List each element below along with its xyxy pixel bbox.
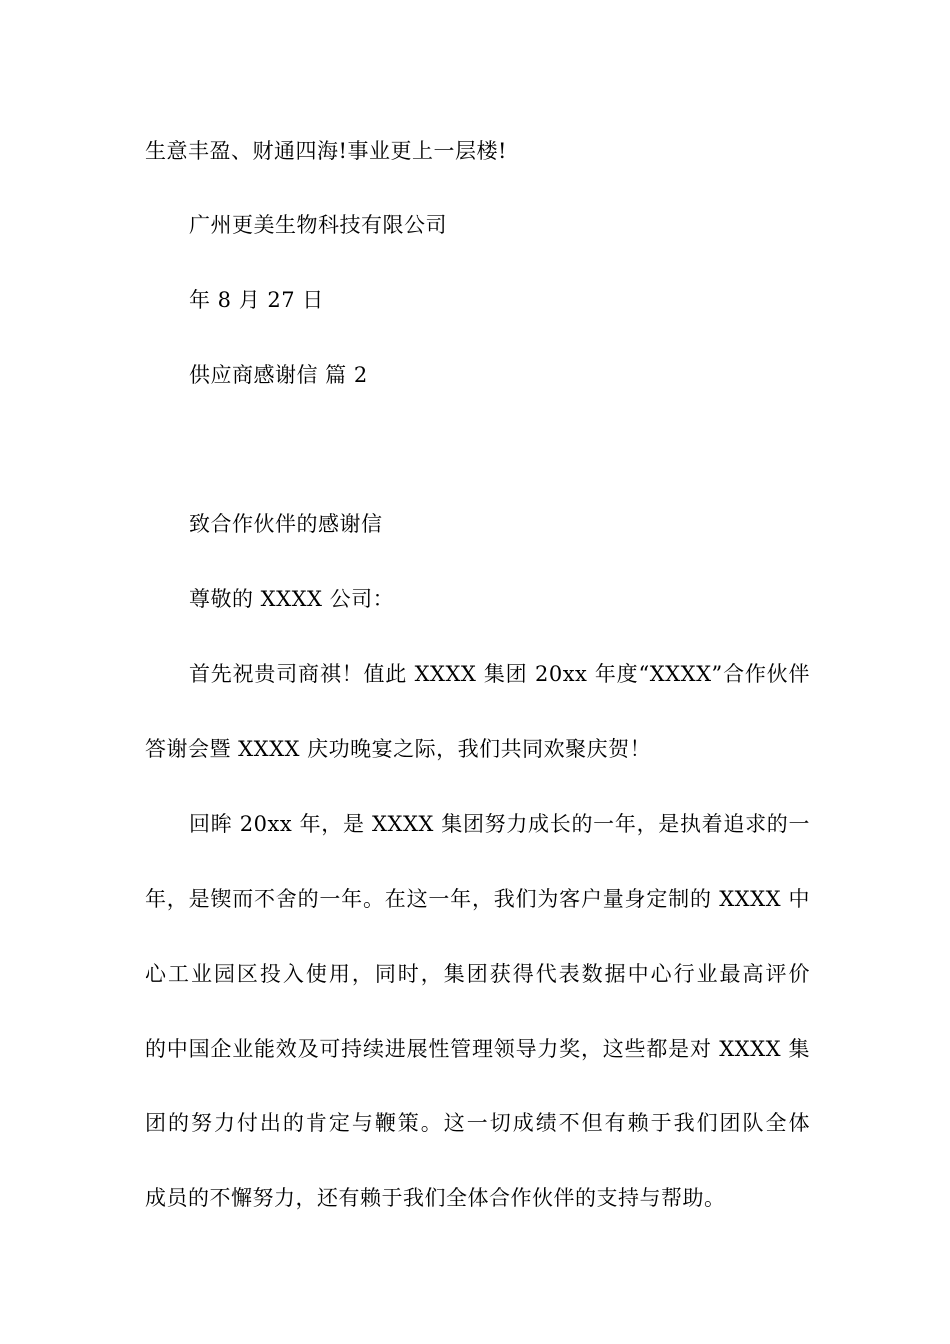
paragraph-line: 成员的不懈努力，还有赖于我们全体合作伙伴的支持与帮助。 — [145, 1186, 726, 1210]
paragraph-line: 心工业园区投入使用，同时，集团获得代表数据中心行业最高评价 — [145, 962, 810, 986]
paragraph-line: 年，是锲而不舍的一年。在这一年，我们为客户量身定制的 XXXX 中 — [145, 887, 810, 911]
paragraph-line: 答谢会暨 XXXX 庆功晚宴之际，我们共同欢聚庆贺！ — [145, 737, 652, 761]
paragraph-line: 回眸 20xx 年，是 XXXX 集团努力成长的一年，是执着追求的一 — [189, 812, 810, 836]
letter-salutation: 尊敬的 XXXX 公司： — [189, 587, 395, 611]
paragraph-line: 的中国企业能效及可持续进展性管理领导力奖，这些都是对 XXXX 集 — [145, 1037, 810, 1061]
section-heading: 供应商感谢信 篇 2 — [189, 363, 368, 387]
signature-company: 广州更美生物科技有限公司 — [189, 213, 447, 237]
signature-date: 年 8 月 27 日 — [189, 288, 324, 312]
paragraph-line: 首先祝贵司商祺！值此 XXXX 集团 20xx 年度“XXXX”合作伙伴 — [189, 662, 810, 686]
closing-wishes: 生意丰盈、财通四海!事业更上一层楼! — [145, 139, 507, 163]
paragraph-line: 团的努力付出的肯定与鞭策。这一切成绩不但有赖于我们团队全体 — [145, 1111, 810, 1135]
letter-title: 致合作伙伴的感谢信 — [189, 512, 383, 536]
